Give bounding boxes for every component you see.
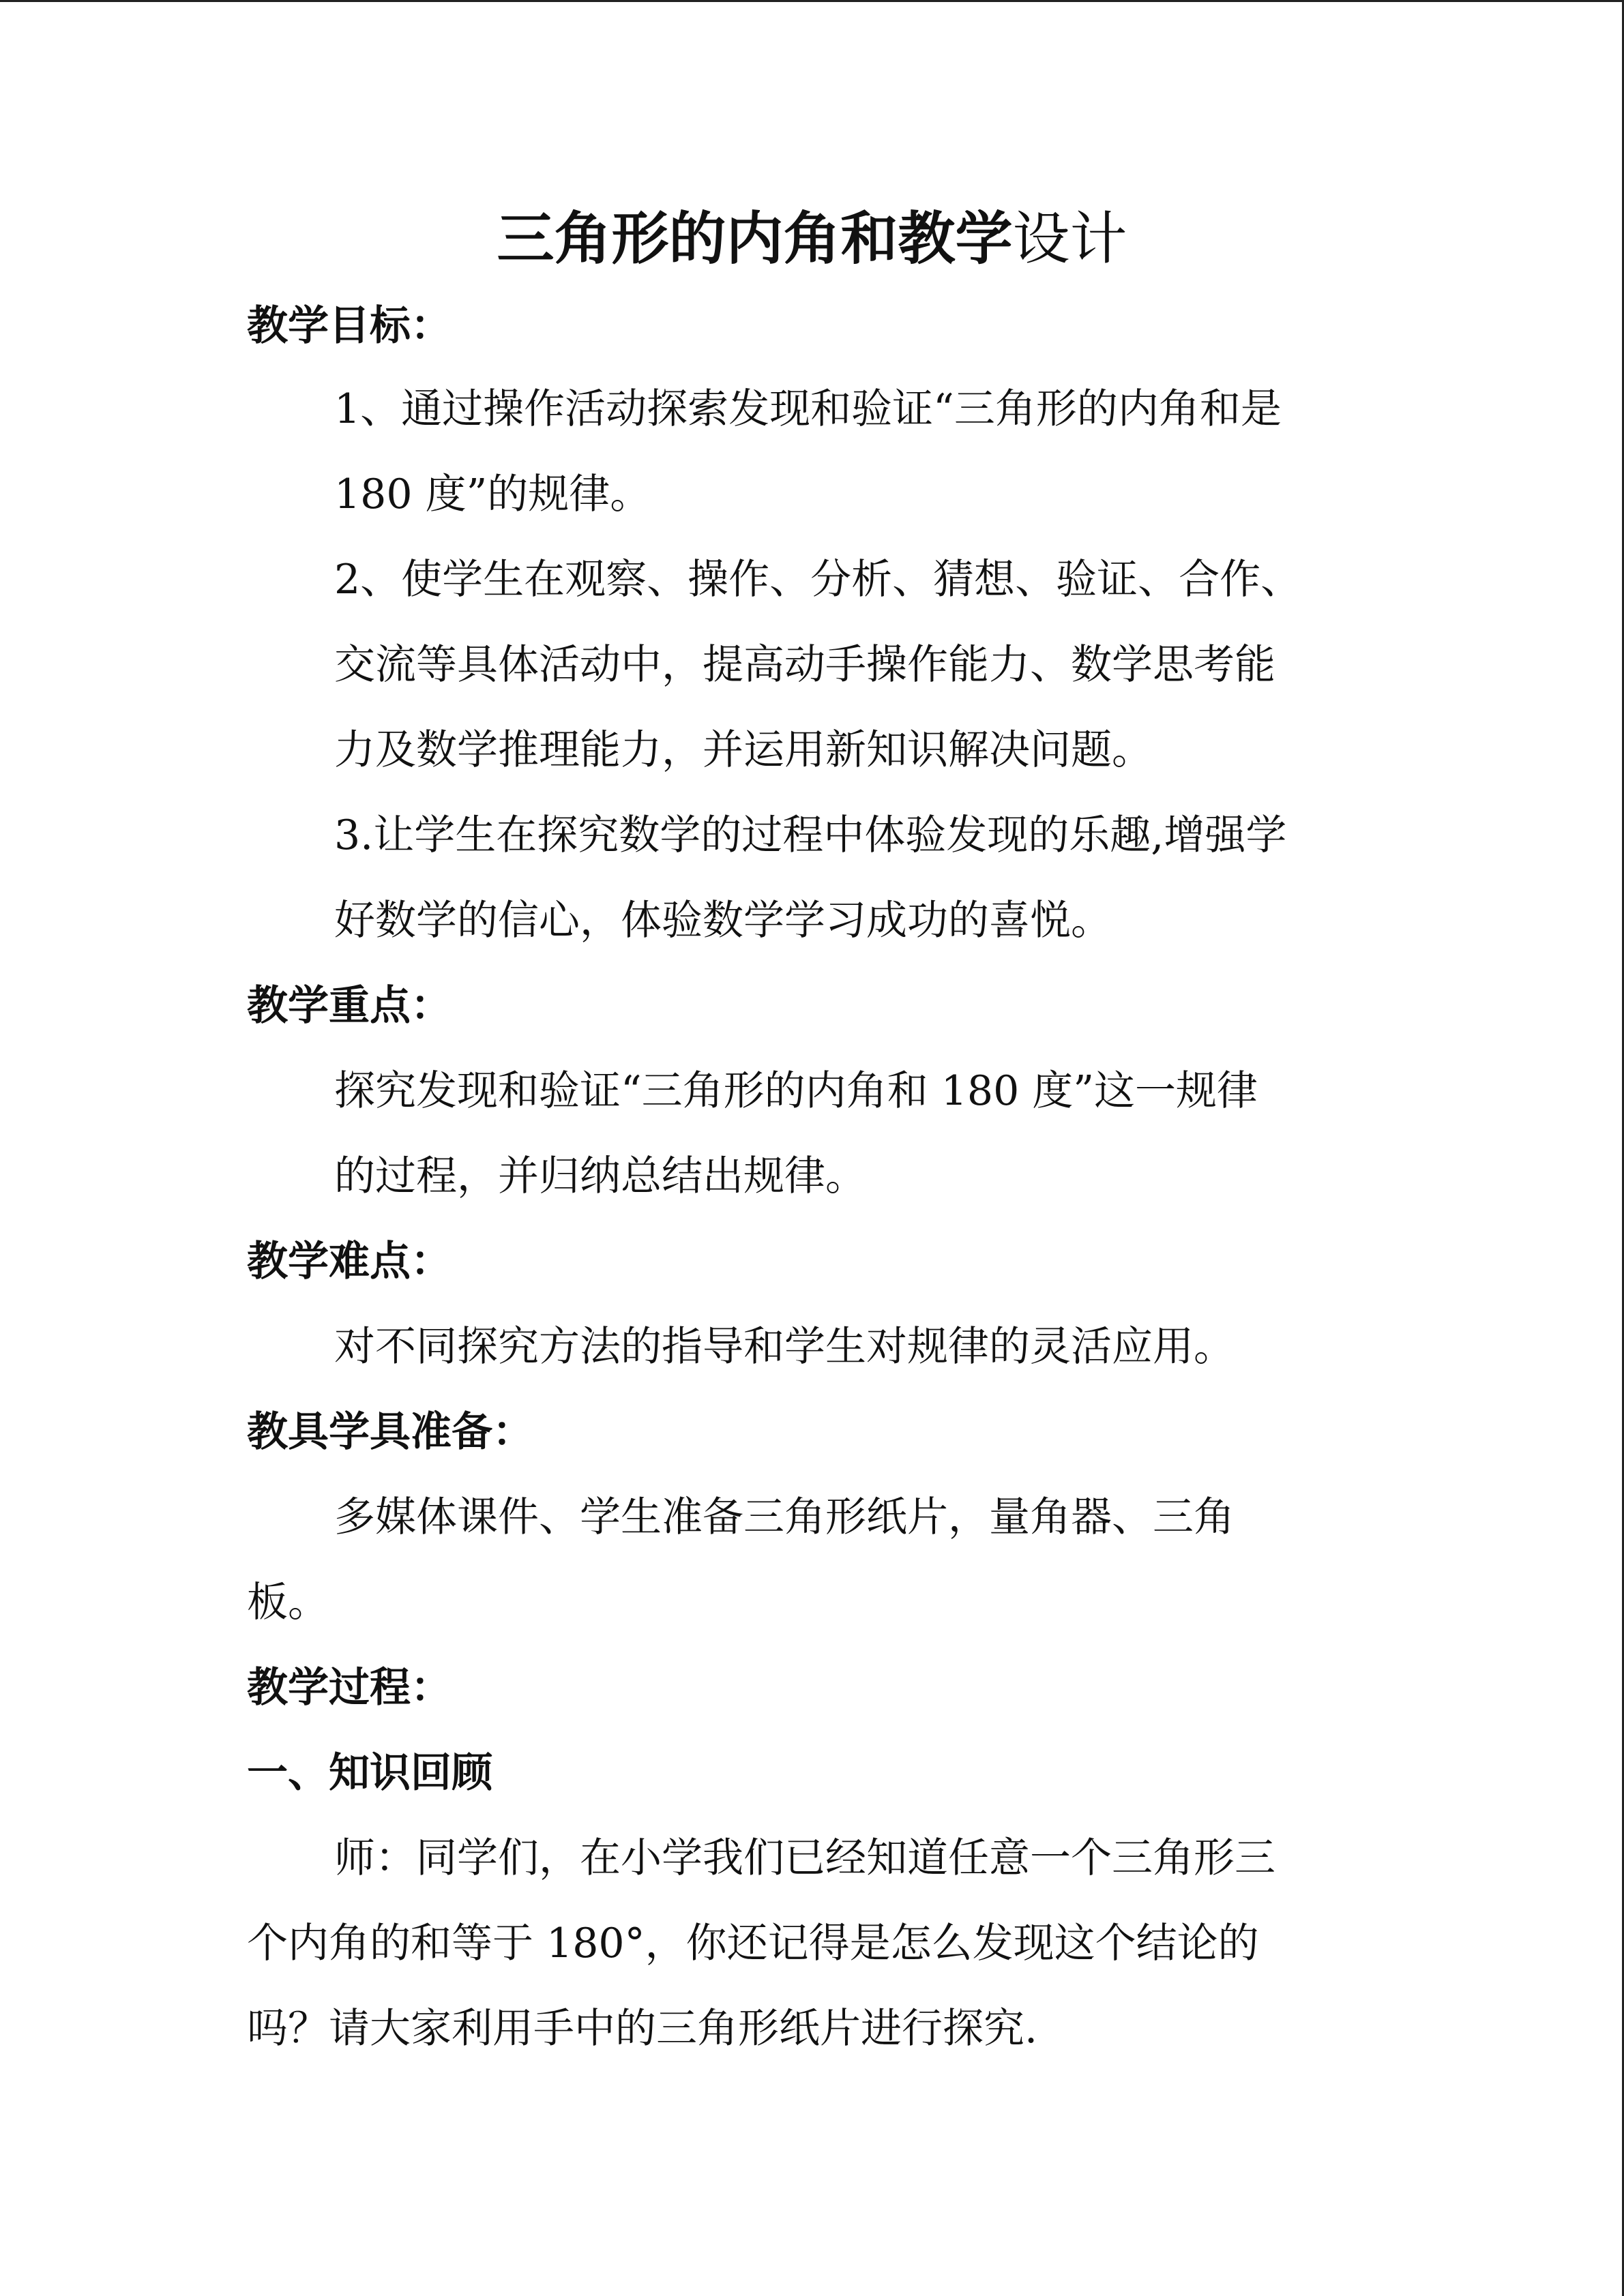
objectives-heading: 教学目标： bbox=[247, 302, 452, 350]
materials-heading: 教具学具准备： bbox=[247, 1408, 533, 1456]
document-title bbox=[0, 201, 1624, 276]
objective-line: 好数学的信心，体验数学学习成功的喜悦。 bbox=[334, 897, 1112, 944]
key-point-line: 探究发现和验证“三角形的内角和 180 度”这一规律 bbox=[334, 1067, 1258, 1115]
page-top-border bbox=[0, 0, 1624, 2]
title-bold-part: 三角形的内角和教学 bbox=[497, 205, 1013, 272]
objective-line: 2、使学生在观察、操作、分析、猜想、验证、合作、 bbox=[334, 556, 1302, 603]
objective-line: 1、通过操作活动探索发现和验证“三角形的内角和是 bbox=[334, 385, 1282, 433]
key-points-heading: 教学重点： bbox=[247, 982, 452, 1030]
materials-line: 板。 bbox=[247, 1579, 329, 1626]
difficulty-line: 对不同探究方法的指导和学生对规律的灵活应用。 bbox=[334, 1323, 1235, 1371]
process-heading: 教学过程： bbox=[247, 1664, 452, 1712]
title-light-part: 设计 bbox=[1012, 205, 1127, 272]
process-line: 师：同学们，在小学我们已经知道任意一个三角形三 bbox=[334, 1834, 1275, 1882]
process-line: 个内角的和等于 180°，你还记得是怎么发现这个结论的 bbox=[247, 1920, 1259, 1967]
section-heading-review: 一、知识回顾 bbox=[247, 1749, 492, 1797]
process-line: 吗？请大家利用手中的三角形纸片进行探究. bbox=[247, 2005, 1038, 2053]
objective-line: 力及数学推理能力，并运用新知识解决问题。 bbox=[334, 726, 1153, 774]
objective-line: 3.让学生在探究数学的过程中体验发现的乐趣,增强学 bbox=[334, 811, 1287, 859]
difficulties-heading: 教学难点： bbox=[247, 1238, 452, 1285]
objective-line: 180 度”的规律。 bbox=[334, 471, 651, 518]
objective-line: 交流等具体活动中，提高动手操作能力、数学思考能 bbox=[334, 641, 1275, 689]
materials-line: 多媒体课件、学生准备三角形纸片，量角器、三角 bbox=[334, 1493, 1235, 1541]
key-point-line: 的过程，并归纳总结出规律。 bbox=[334, 1152, 866, 1200]
